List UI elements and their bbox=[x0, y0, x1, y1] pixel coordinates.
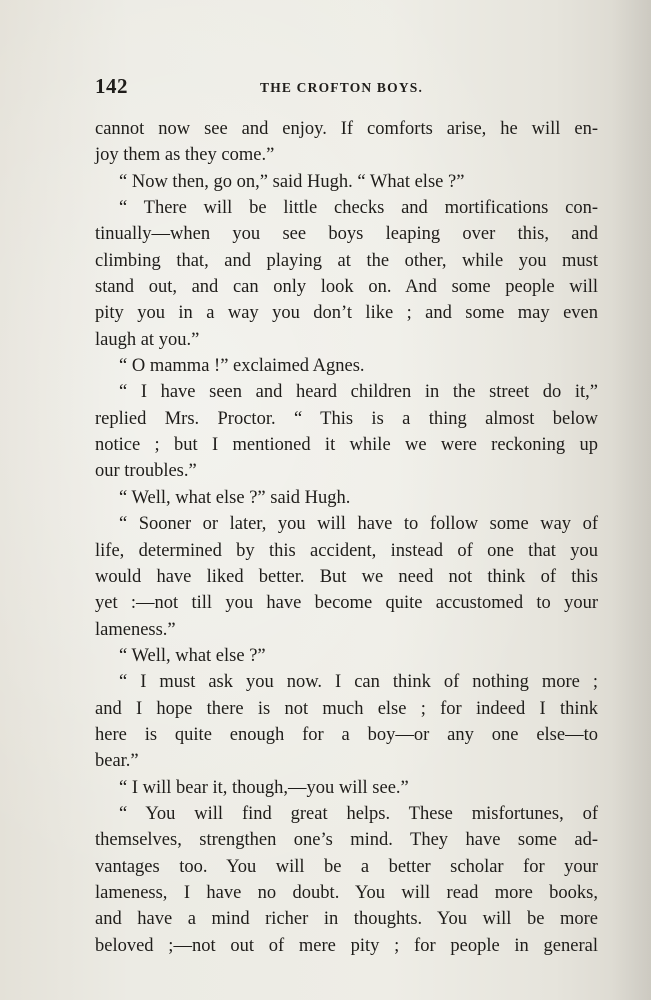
page-edge-shadow bbox=[611, 0, 651, 1000]
text-line: “ I will bear it, though,—you will see.” bbox=[119, 777, 409, 798]
body-text bbox=[95, 116, 598, 959]
text-line: vantages too. You will be a better scholar for your bbox=[95, 856, 598, 877]
text-line: “ Now then, go on,” said Hugh. “ What else ?” bbox=[119, 171, 465, 192]
text-line: “ Well, what else ?” said Hugh. bbox=[119, 487, 351, 508]
text-line: pity you in a way you don’t like ; and some may even bbox=[95, 303, 598, 324]
text-line: yet :—not till you have become quite accustomed to your bbox=[95, 593, 598, 614]
text-line: “ There will be little checks and mortifications con- bbox=[119, 198, 598, 219]
page-header bbox=[95, 74, 598, 104]
text-line: laugh at you.” bbox=[95, 329, 200, 350]
text-line: tinually—when you see boys leaping over this, and bbox=[95, 224, 598, 245]
text-line: beloved ;—not out of mere pity ; for people in general bbox=[95, 935, 598, 956]
text-line: bear.” bbox=[95, 751, 139, 772]
text-line: cannot now see and enjoy. If comforts arise, he will en- bbox=[95, 119, 598, 139]
text-line: here is quite enough for a boy—or any one else—to bbox=[95, 724, 598, 745]
text-line: and have a mind richer in thoughts. You will be more bbox=[95, 909, 598, 930]
text-line: and I hope there is not much else ; for indeed I think bbox=[95, 698, 598, 719]
text-line: climbing that, and playing at the other, while you must bbox=[95, 250, 598, 271]
text-line: “ Well, what else ?” bbox=[119, 645, 266, 666]
text-line: joy them as they come.” bbox=[95, 145, 275, 166]
text-line: themselves, strengthen one’s mind. They have some ad- bbox=[95, 830, 598, 851]
running-title: THE CROFTON BOYS. bbox=[260, 80, 424, 95]
text-line: lameness.” bbox=[95, 619, 176, 640]
page-number: 142 bbox=[95, 74, 128, 98]
text-line: “ I must ask you now. I can think of nothing more ; bbox=[119, 672, 598, 693]
text-line: “ I have seen and heard children in the street do it,” bbox=[119, 382, 598, 403]
text-line: lameness, I have no doubt. You will read more books, bbox=[95, 882, 598, 903]
text-line: “ O mamma !” exclaimed Agnes. bbox=[119, 356, 365, 377]
text-line: our troubles.” bbox=[95, 461, 197, 482]
text-line: “ Sooner or later, you will have to follow some way of bbox=[119, 514, 598, 535]
text-line: replied Mrs. Proctor. “ This is a thing almost below bbox=[95, 408, 598, 429]
text-line: “ You will find great helps. These misfortunes, of bbox=[119, 803, 598, 824]
text-line: stand out, and can only look on. And some people will bbox=[95, 277, 598, 298]
text-line: notice ; but I mentioned it while we were reckoning up bbox=[95, 435, 598, 456]
text-line: life, determined by this accident, instead of one that you bbox=[95, 540, 598, 561]
text-line: would have liked better. But we need not think of this bbox=[95, 566, 598, 587]
